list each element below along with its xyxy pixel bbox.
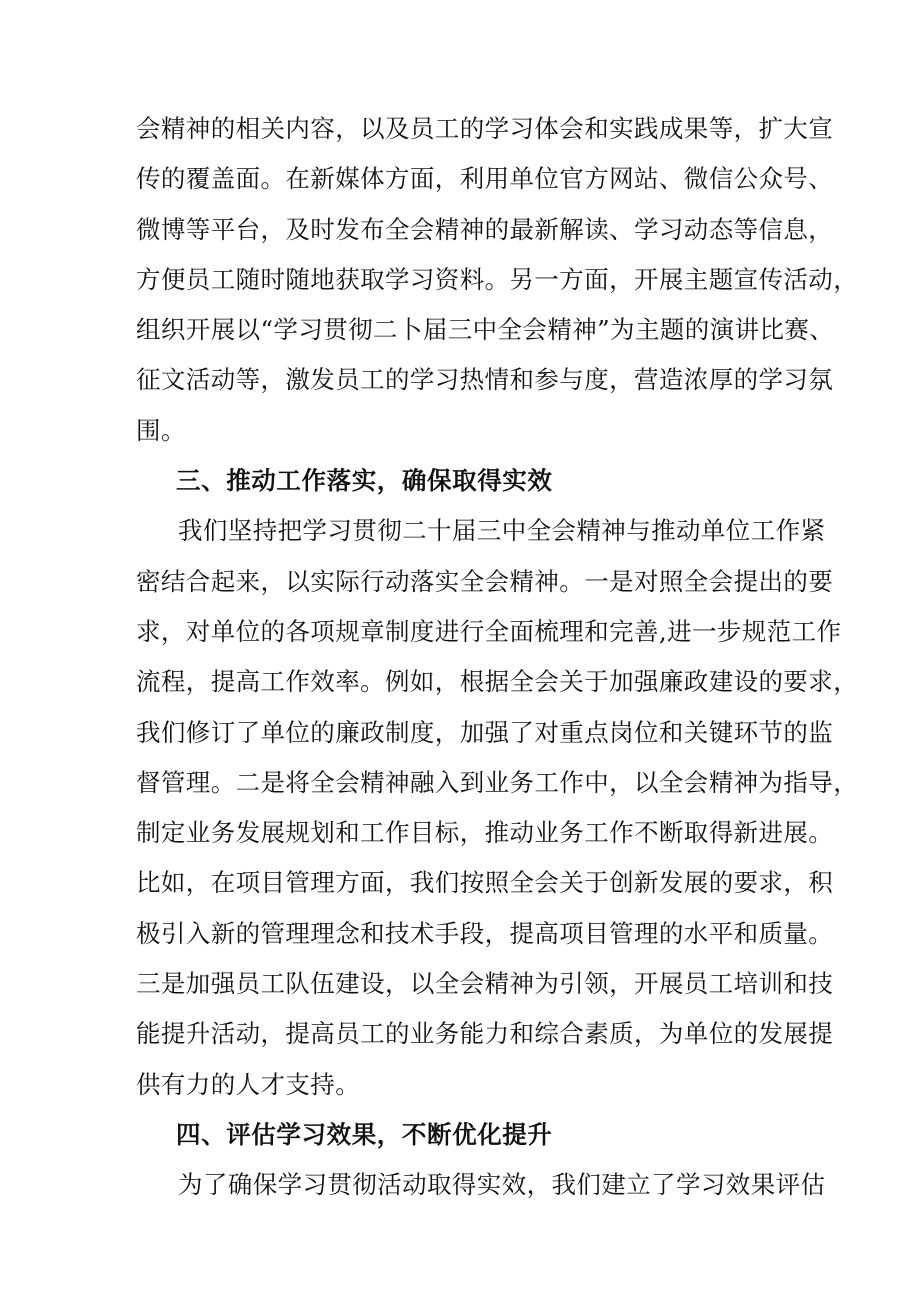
paragraph-line: 流程，提高工作效率。例如，根据全会关于加强廉政建设的要求， (136, 667, 859, 697)
paragraph-line: 微博等平台，及时发布全会精神的最新解读、学习动态等信息， (136, 214, 834, 244)
section-heading-4: 四、评估学习效果，不断优化提升 (176, 1119, 553, 1149)
paragraph-line: 围。 (136, 415, 186, 445)
paragraph-line: 三是加强员工队伍建设，以全会精神为引领，开展员工培训和技 (136, 969, 834, 999)
paragraph-line: 会精神的相关内容，以及员工的学习体会和实践成果等，扩大宣 (136, 114, 834, 143)
paragraph-line: 我们修订了单位的廉政制度，加强了对重点岗位和关键环节的监 (136, 717, 834, 747)
paragraph-line: 求，对单位的各项规章制度进行全面梳理和完善,进一步规范工作 (136, 616, 842, 646)
paragraph-line: 供有力的人才支持。 (136, 1069, 361, 1099)
paragraph-line: 督管理。二是将全会精神融入到业务工作中，以全会精神为指导， (136, 767, 859, 797)
paragraph-line: 我们坚持把学习贯彻二十届三中全会精神与推动单位工作紧 (178, 516, 826, 546)
paragraph-line: 极引入新的管理理念和技术手段，提高项目管理的水平和质量。 (136, 918, 834, 948)
paragraph-line: 能提升活动，提高员工的业务能力和综合素质，为单位的发展提 (136, 1019, 834, 1049)
paragraph-line: 密结合起来，以实际行动落实全会精神。一是对照全会提出的要 (136, 566, 834, 596)
paragraph-line: 制定业务发展规划和工作目标，推动业务工作不断取得新进展。 (136, 818, 834, 848)
paragraph-line: 征文活动等，激发员工的学习热情和参与度，营造浓厚的学习氛 (136, 365, 834, 395)
paragraph-line: 方便员工随时随地获取学习资料。另一方面，开展主题宣传活动， (136, 264, 859, 294)
paragraph-line: 传的覆盖面。在新媒体方面，利用单位官方网站、微信公众号、 (136, 164, 834, 194)
paragraph-line: 组织开展以“学习贯彻二卜届三中全会精神”为主题的演讲比赛、 (136, 315, 835, 345)
document-body (136, 104, 859, 1211)
paragraph-line: 为了确保学习贯彻活动取得实效，我们建立了学习效果评估 (178, 1170, 826, 1200)
section-heading-3: 三、推动工作落实，确保取得实效 (176, 466, 553, 496)
paragraph-line: 比如，在项目管理方面，我们按照全会关于创新发展的要求，积 (136, 868, 834, 898)
